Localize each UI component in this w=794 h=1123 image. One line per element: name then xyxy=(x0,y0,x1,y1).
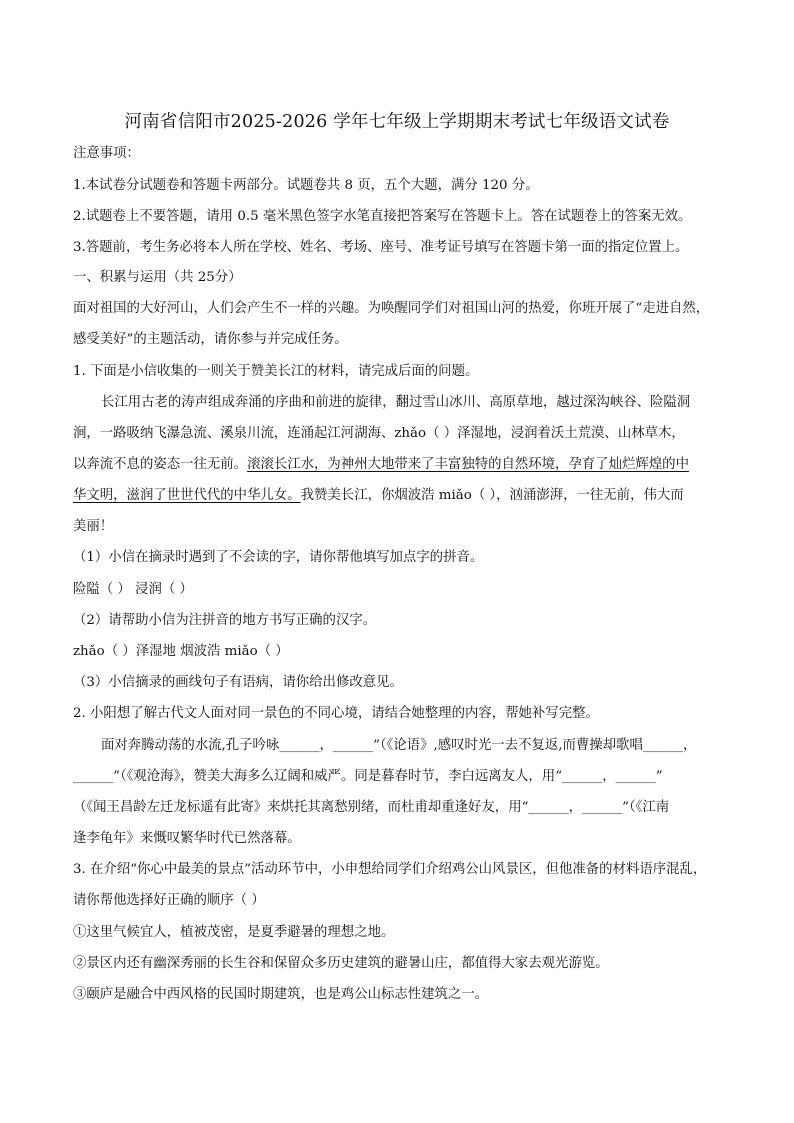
exam-title: 河南省信阳市2025-2026 学年七年级上学期期末考试七年级语文试卷 xyxy=(124,112,670,132)
passage-line-5: 美丽！ xyxy=(73,519,114,534)
question-2: 2. 小阳想了解古代文人面对同一景色的不同心境，请结合她整理的内容，帮她补写完整。 xyxy=(73,706,599,721)
underlined-sentence-cont: 华文明，滋润了世世代代的中华儿女。 xyxy=(73,488,301,503)
passage-line-4 xyxy=(73,487,684,505)
passage-plain-text: 我赞美长江，你烟波浩 miǎo（ ），汹涌澎湃，一往无前，伟大而 xyxy=(300,488,684,503)
option-2: ②景区内还有幽深秀丽的长生谷和保留众多历史建筑的避暑山庄，都值得大家去观光游览。 xyxy=(73,956,609,971)
poem-line-4: 逢李龟年》来慨叹繁华时代已然落幕。 xyxy=(73,831,301,846)
question-3-line-1: 3. 在介绍“你心中最美的景点”活动环节中，小申想给同学们介绍鸡公山风景区，但他准备的材料语序混乱， xyxy=(73,862,707,877)
option-1: ①这里气候宜人，植被茂密，是夏季避暑的理想之地。 xyxy=(73,925,395,940)
answer-blank-1-1: 险隘（ ） 浸润（ ） xyxy=(73,582,193,597)
question-1: 1. 下面是小信收集的一则关于赞美长江的材料，请完成后面的问题。 xyxy=(73,364,479,379)
passage-line-1: 长江用古老的涛声组成奔涌的序曲和前进的旋律，翻过雪山冰川、高原草地，越过深沟峡谷、险隘洞 xyxy=(101,395,691,410)
notice-item-2: 2.试题卷上不要答题，请用 0.5 毫米黑色签字水笔直接把答案写在答题卡上。答在试题卷上的答案无效。 xyxy=(73,209,692,224)
intro-line-2: 感受美好”的主题活动，请你参与并完成任务。 xyxy=(73,332,348,347)
question-3-line-2: 请你帮他选择好正确的顺序（ ） xyxy=(73,893,265,908)
section-heading: 一、积累与运用（共 25分） xyxy=(73,270,242,285)
option-3: ③颐庐是融合中西风格的民国时期建筑，也是鸡公山标志性建筑之一。 xyxy=(73,987,489,1002)
passage-line-2: 涧，一路吸纳飞瀑急流、溪泉川流，连涌起江河湖海、zhǎo（ ）泽湿地，浸润着沃土荒漠、山林草木， xyxy=(73,426,685,441)
question-1-1: （1）小信在摘录时遇到了不会读的字，请你帮他填写加点字的拼音。 xyxy=(73,550,484,565)
underlined-sentence: 滚滚长江水，为神州大地带来了丰富独特的自然环境，孕育了灿烂辉煌的中 xyxy=(247,457,689,472)
poem-line-3: （《闻王昌龄左迁龙标遥有此寄》来烘托其离愁别绪，而杜甫却重逢好友，用“______，______”（《江南 xyxy=(73,800,670,815)
passage-line-3 xyxy=(73,456,689,474)
notice-heading: 注意事项： xyxy=(73,146,140,161)
question-1-2: （2）请帮助小信为注拼音的地方书写正确的汉字。 xyxy=(73,613,377,628)
poem-line-1: 面对奔腾动荡的水流,孔子吟咏______，______”（《论语》,感叹时光一去不复返,而曹操却歌唱______， xyxy=(101,738,697,753)
passage-plain-text: 以奔流不息的姿态一往无前。 xyxy=(73,457,248,472)
answer-blank-1-2: zhǎo（ ）泽湿地 烟波浩 miǎo（ ） xyxy=(73,644,289,659)
question-1-3: （3）小信摘录的画线句子有语病，请你给出修改意见。 xyxy=(73,675,403,690)
notice-item-3: 3.答题前，考生务必将本人所在学校、姓名、考场、座号、准考证号填写在答题卡第一面的指定位置上。 xyxy=(73,240,689,255)
notice-item-1: 1.本试卷分试题卷和答题卡两部分。试题卷共 8 页，五个大题，满分 120 分。 xyxy=(73,178,539,193)
intro-line-1: 面对祖国的大好河山，人们会产生不一样的兴趣。为唤醒同学们对祖国山河的热爱，你班开展了“走进自然， xyxy=(73,301,710,316)
poem-line-2: ______”（《观沧海》，赞美大海多么辽阔和威严。同是暮春时节，李白远离友人，用“______，______” xyxy=(73,769,663,784)
